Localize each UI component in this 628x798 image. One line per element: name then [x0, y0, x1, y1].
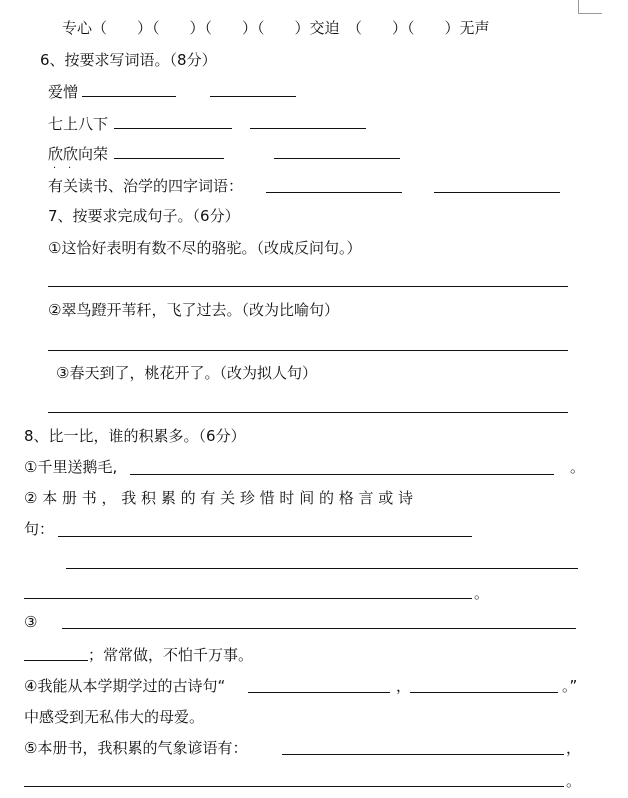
q8-item-5-end: 。 — [566, 772, 582, 790]
question-7-title: 7、按要求完成句子。（6分） — [48, 207, 240, 225]
q7-sentence-3: ③春天到了，桃花开了。（改为拟人句） — [56, 364, 317, 382]
answer-blank[interactable] — [114, 158, 224, 159]
idiom-fill-line: 专心（ ）（ ）（ ）（ ）交迫 （ ）（ ）无声 — [62, 19, 490, 37]
answer-blank[interactable] — [130, 474, 554, 475]
q7-sentence-1: ①这恰好表明有数不尽的骆驼。（改成反问句。） — [48, 239, 362, 257]
q8-item-2-cont: 句： — [24, 520, 55, 538]
answer-blank[interactable] — [274, 158, 400, 159]
q6-word-aizeng: 爱憎 — [48, 83, 79, 101]
q6-word-qishangbaxia: 七上八下 — [48, 115, 109, 133]
answer-blank[interactable] — [114, 128, 232, 129]
q8-item-4-end: 。” — [562, 677, 578, 695]
answer-blank[interactable] — [266, 192, 402, 193]
q6-reading-idioms-label: 有关读书、治学的四字词语： — [48, 177, 244, 195]
q8-item-4-comma: ， — [396, 677, 412, 695]
q6-word-xinxinxiangrong: 欣欣向荣 — [48, 145, 109, 163]
answer-blank[interactable] — [82, 96, 176, 97]
answer-line[interactable] — [66, 568, 578, 569]
q7-sentence-2: ②翠鸟蹬开苇秆，飞了过去。（改为比喻句） — [48, 301, 339, 319]
page-corner-mark — [578, 0, 579, 14]
q8-item-4-cont: 中感受到无私伟大的母爱。 — [24, 708, 205, 726]
answer-line[interactable] — [48, 412, 568, 413]
page-corner-mark — [578, 13, 602, 14]
q8-item-2: ② 本 册 书 ， 我 积 累 的 有 关 珍 惜 时 间 的 格 言 或 诗 — [24, 489, 414, 507]
answer-blank[interactable] — [248, 692, 390, 693]
answer-blank[interactable] — [210, 96, 296, 97]
question-6-title: 6、按要求写词语。（8分） — [40, 51, 217, 69]
q8-item-3: ③ — [24, 613, 38, 631]
q8-item-1: ①千里送鹅毛, — [24, 458, 118, 476]
q8-item-3-cont: ；常常做，不怕千万事。 — [88, 646, 254, 664]
answer-blank[interactable] — [58, 536, 472, 537]
q8-item-4: ④我能从本学期学过的古诗句“ — [24, 677, 226, 695]
answer-line[interactable] — [24, 786, 564, 787]
answer-line[interactable] — [48, 286, 568, 287]
answer-blank[interactable] — [282, 754, 564, 755]
q8-item-5-comma: ， — [566, 739, 582, 757]
q8-item-5: ⑤本册书，我积累的气象谚语有： — [24, 739, 248, 757]
answer-line[interactable] — [62, 628, 576, 629]
question-8-title: 8、比一比，谁的积累多。（6分） — [24, 427, 246, 445]
emphasis-dot: · — [68, 163, 72, 174]
answer-blank[interactable] — [250, 128, 366, 129]
answer-line[interactable] — [24, 598, 472, 599]
answer-blank[interactable] — [434, 192, 560, 193]
answer-line[interactable] — [48, 350, 568, 351]
emphasis-dot: · — [53, 163, 57, 174]
answer-blank[interactable] — [24, 660, 88, 661]
answer-blank[interactable] — [410, 692, 558, 693]
q8-item-2-end: 。 — [474, 584, 490, 602]
q8-item-1-end: 。 — [570, 458, 586, 476]
